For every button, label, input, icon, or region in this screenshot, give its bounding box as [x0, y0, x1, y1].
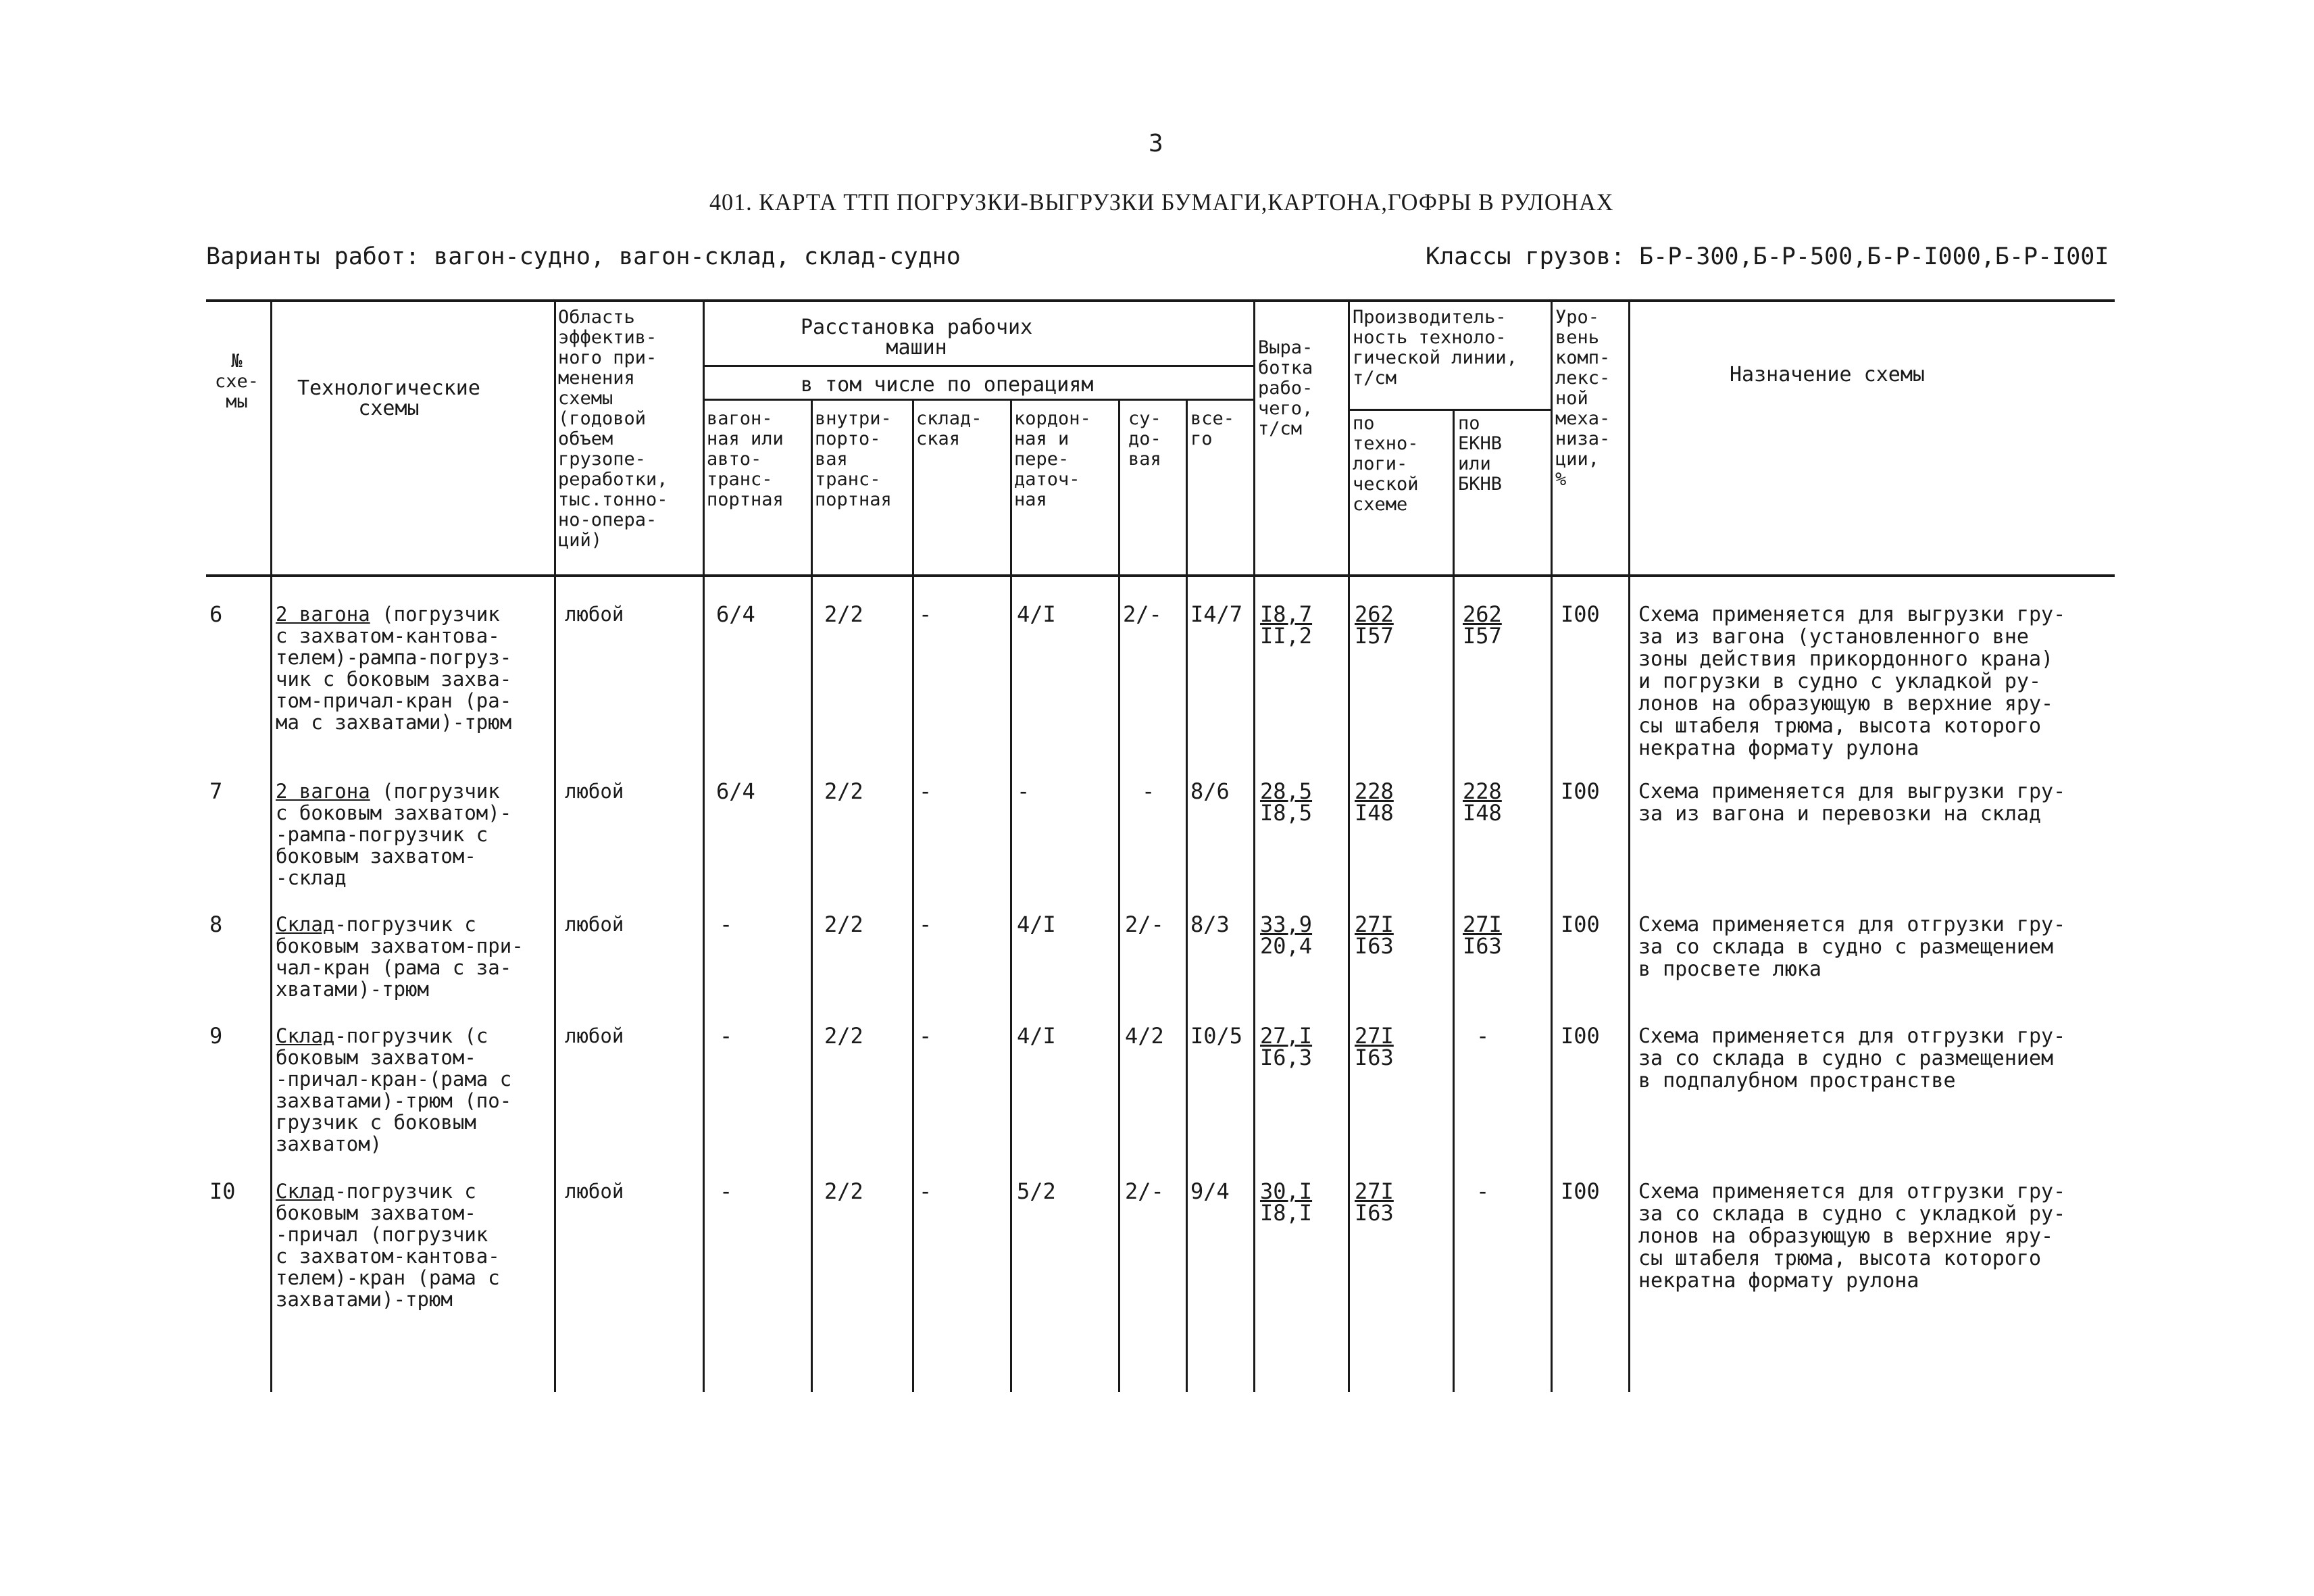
col-divider	[1118, 400, 1120, 1392]
ship-ops: 2/-	[1123, 601, 1162, 627]
area: любой	[565, 603, 624, 626]
header-by-ekn: по ЕКНВ или БКНВ	[1458, 413, 1503, 495]
col-divider	[912, 400, 914, 1392]
kordon-ops: 4/I	[1017, 912, 1056, 937]
tech-scheme-start: Склад	[276, 1024, 335, 1047]
kordon-ops: 4/I	[1017, 1023, 1056, 1049]
wagon-ops: -	[720, 1178, 733, 1204]
warehouse-ops: -	[919, 1023, 932, 1049]
output-top: 28,5	[1260, 778, 1313, 804]
col-divider	[811, 400, 813, 1392]
prod-top: 27I	[1355, 912, 1394, 937]
warehouse-ops: -	[919, 1178, 932, 1204]
col-divider	[554, 301, 556, 1392]
col-divider	[1628, 301, 1630, 1392]
wagon-ops: 6/4	[716, 778, 755, 804]
wagon-ops: -	[720, 912, 733, 937]
wagon-ops: 6/4	[716, 601, 755, 627]
output-bottom: I6,3	[1260, 1045, 1313, 1070]
header-num: № схе- мы	[215, 351, 259, 412]
wagon-ops: -	[720, 1023, 733, 1049]
col-divider	[703, 301, 705, 1392]
output-bottom: I8,I	[1260, 1200, 1313, 1226]
header-total: все- го	[1190, 408, 1235, 449]
tech-scheme-rest: (погрузчик с захватом-кантова- телем)-рампа-погруз- чик с боковым захва- том-причал-кран (ра- ма с захватами)-трюм	[276, 603, 512, 734]
row-num: 9	[209, 1023, 223, 1049]
header-by-scheme: по техно- логи- ческой схеме	[1353, 413, 1419, 515]
row-num: I0	[209, 1178, 236, 1204]
tech-scheme-start: Склад	[276, 913, 335, 936]
kordon-ops: -	[1017, 778, 1030, 804]
header-tech: Технологические схемы	[297, 376, 480, 420]
internal-ops: 2/2	[824, 778, 863, 804]
prod-bottom: I63	[1355, 1045, 1394, 1070]
kordon-ops: 4/I	[1017, 601, 1056, 627]
ekn-top: 262	[1463, 601, 1502, 627]
output-top: 27,I	[1260, 1023, 1313, 1049]
mech-level: I00	[1561, 601, 1600, 627]
output	[1260, 603, 1312, 647]
ekn-bottom: I63	[1463, 933, 1502, 959]
prod-ekn: -	[1476, 1023, 1490, 1049]
header-internal: внутри- порто- вая транс- портная	[815, 408, 892, 510]
purpose: Схема применяется для отгрузки гру- за со склада в судно с размещением в подпалубном пространстве	[1638, 1024, 2066, 1093]
header-bottom-rule	[206, 574, 2115, 577]
total-ops: 8/3	[1190, 912, 1230, 937]
total-ops: I4/7	[1190, 601, 1243, 627]
ship-ops: -	[1142, 778, 1155, 804]
mech-level: I00	[1561, 1023, 1600, 1049]
cargo-classes: Классы грузов: Б-Р-300,Б-Р-500,Б-Р-I000,Б-Р-I00I	[1426, 243, 2109, 270]
prod-scheme	[1355, 780, 1394, 824]
tech-scheme-start: Склад	[276, 1180, 335, 1203]
tech-scheme-start: 2 вагона	[276, 603, 370, 626]
productivity-sub-rule	[1348, 409, 1551, 411]
tech-scheme-rest: -погрузчик с боковым захватом- -причал (погрузчик с захватом-кантова- телем)-кран (рама с захватами)-трюм	[276, 1180, 500, 1311]
kordon-ops: 5/2	[1017, 1178, 1056, 1204]
tech-scheme	[276, 780, 511, 889]
output	[1260, 914, 1312, 957]
work-variants: Варианты работ: вагон-судно, вагон-склад, склад-судно	[206, 243, 961, 270]
purpose: Схема применяется для выгрузки гру- за из вагона и перевозки на склад	[1638, 780, 2066, 826]
ekn-top: 228	[1463, 778, 1502, 804]
output	[1260, 1025, 1312, 1068]
prod-ekn	[1463, 780, 1502, 824]
page-title: 401. КАРТА ТТП ПОГРУЗКИ-ВЫГРУЗКИ БУМАГИ,КАРТОНА,ГОФРЫ В РУЛОНАХ	[709, 189, 1614, 216]
col-divider	[1551, 301, 1553, 1392]
ship-ops: 4/2	[1125, 1023, 1164, 1049]
header-purpose: Назначение схемы	[1730, 363, 1925, 386]
row-num: 8	[209, 912, 223, 937]
prod-scheme	[1355, 1025, 1394, 1068]
internal-ops: 2/2	[824, 912, 863, 937]
total-ops: 8/6	[1190, 778, 1230, 804]
warehouse-ops: -	[919, 912, 932, 937]
internal-ops: 2/2	[824, 1023, 863, 1049]
col-divider	[1253, 301, 1255, 1392]
ship-ops: 2/-	[1125, 1178, 1164, 1204]
area: любой	[565, 1180, 624, 1203]
purpose: Схема применяется для отгрузки гру- за со склада в судно с размещением в просвете люка	[1638, 913, 2066, 981]
prod-ekn	[1463, 603, 1502, 647]
header-area: Область эффектив- ного при- менения схемы (годовой объем грузопе- реработки, тыс.тонно- но-опера- ций)	[558, 307, 668, 551]
header-kordon: кордон- ная и пере- даточ- ная	[1014, 408, 1091, 510]
col-divider	[1348, 301, 1350, 1392]
mech-level: I00	[1561, 1178, 1600, 1204]
placement-sub-rule	[703, 365, 1253, 367]
internal-ops: 2/2	[824, 601, 863, 627]
mech-level: I00	[1561, 778, 1600, 804]
tech-scheme	[276, 603, 511, 733]
warehouse-ops: -	[919, 778, 932, 804]
header-wagon: вагон- ная или авто- транс- портная	[707, 408, 784, 510]
table-top-rule	[206, 299, 2115, 302]
output-bottom: 20,4	[1260, 933, 1313, 959]
col-divider	[1010, 400, 1012, 1392]
tech-scheme-rest: -погрузчик с боковым захватом-при- чал-кран (рама с за- хватами)-трюм	[276, 913, 524, 1001]
header-productivity: Производитель- ность техноло- гической линии, т/см	[1353, 307, 1517, 389]
prod-bottom: I57	[1355, 623, 1394, 649]
prod-bottom: I63	[1355, 933, 1394, 959]
prod-bottom: I48	[1355, 800, 1394, 826]
col-divider	[1453, 410, 1455, 1392]
header-mech-level: Уро- вень комп- лекс- ной меха- низа- ции, %	[1555, 307, 1611, 490]
row-num: 7	[209, 778, 223, 804]
output-top: 30,I	[1260, 1178, 1313, 1204]
prod-top: 262	[1355, 601, 1394, 627]
output-top: 33,9	[1260, 912, 1313, 937]
row-num: 6	[209, 601, 223, 627]
total-ops: 9/4	[1190, 1178, 1230, 1204]
tech-scheme-rest: -погрузчик (с боковым захватом- -причал-кран-(рама с захватами)-трюм (по- грузчик с боковым захватом)	[276, 1024, 512, 1155]
internal-ops: 2/2	[824, 1178, 863, 1204]
prod-ekn	[1463, 914, 1502, 957]
ekn-bottom: I48	[1463, 800, 1502, 826]
purpose: Схема применяется для отгрузки гру- за со склада в судно с укладкой ру- лонов на образующую в верхние яру- сы штабеля трюма, высота которого некратна формату рулона	[1638, 1180, 2066, 1293]
output-top: I8,7	[1260, 601, 1313, 627]
tech-scheme	[276, 914, 524, 1000]
ekn-top: 27I	[1463, 912, 1502, 937]
area: любой	[565, 780, 624, 803]
col-divider	[270, 301, 272, 1392]
area: любой	[565, 1024, 624, 1047]
prod-bottom: I63	[1355, 1200, 1394, 1226]
mech-level: I00	[1561, 912, 1600, 937]
tech-scheme-start: 2 вагона	[276, 780, 370, 803]
ops-sub-rule	[703, 399, 1253, 401]
prod-top: 228	[1355, 778, 1394, 804]
tech-scheme	[276, 1180, 500, 1310]
output	[1260, 1180, 1312, 1224]
header-warehouse: склад- ская	[916, 408, 982, 449]
total-ops: I0/5	[1190, 1023, 1243, 1049]
prod-top: 27I	[1355, 1023, 1394, 1049]
header-placement: Расстановка рабочих машин	[801, 316, 1033, 359]
header-incl-ops: в том числе по операциям	[801, 373, 1094, 397]
header-output: Выра- ботка рабо- чего, т/см	[1258, 337, 1313, 439]
warehouse-ops: -	[919, 601, 932, 627]
output	[1260, 780, 1312, 824]
prod-scheme	[1355, 603, 1394, 647]
output-bottom: I8,5	[1260, 800, 1313, 826]
page-number: 3	[1149, 130, 1163, 157]
prod-scheme	[1355, 914, 1394, 957]
tech-scheme	[276, 1025, 511, 1155]
ship-ops: 2/-	[1125, 912, 1164, 937]
prod-scheme	[1355, 1180, 1394, 1224]
prod-top: 27I	[1355, 1178, 1394, 1204]
purpose: Схема применяется для выгрузки гру- за из вагона (установленного вне зоны действия прикордонного крана) и погрузки в судно с укладкой ру- лонов на образующую в верхние яру- сы штабеля трюма, высота которого некратна формату рулона	[1638, 603, 2066, 760]
output-bottom: II,2	[1260, 623, 1313, 649]
prod-ekn: -	[1476, 1178, 1490, 1204]
header-ship: су- до- вая	[1128, 408, 1161, 470]
tech-scheme-rest: (погрузчик с боковым захватом)- -рампа-погрузчик с боковым захватом- -склад	[276, 780, 512, 889]
area: любой	[565, 913, 624, 936]
ekn-bottom: I57	[1463, 623, 1502, 649]
col-divider	[1186, 400, 1188, 1392]
